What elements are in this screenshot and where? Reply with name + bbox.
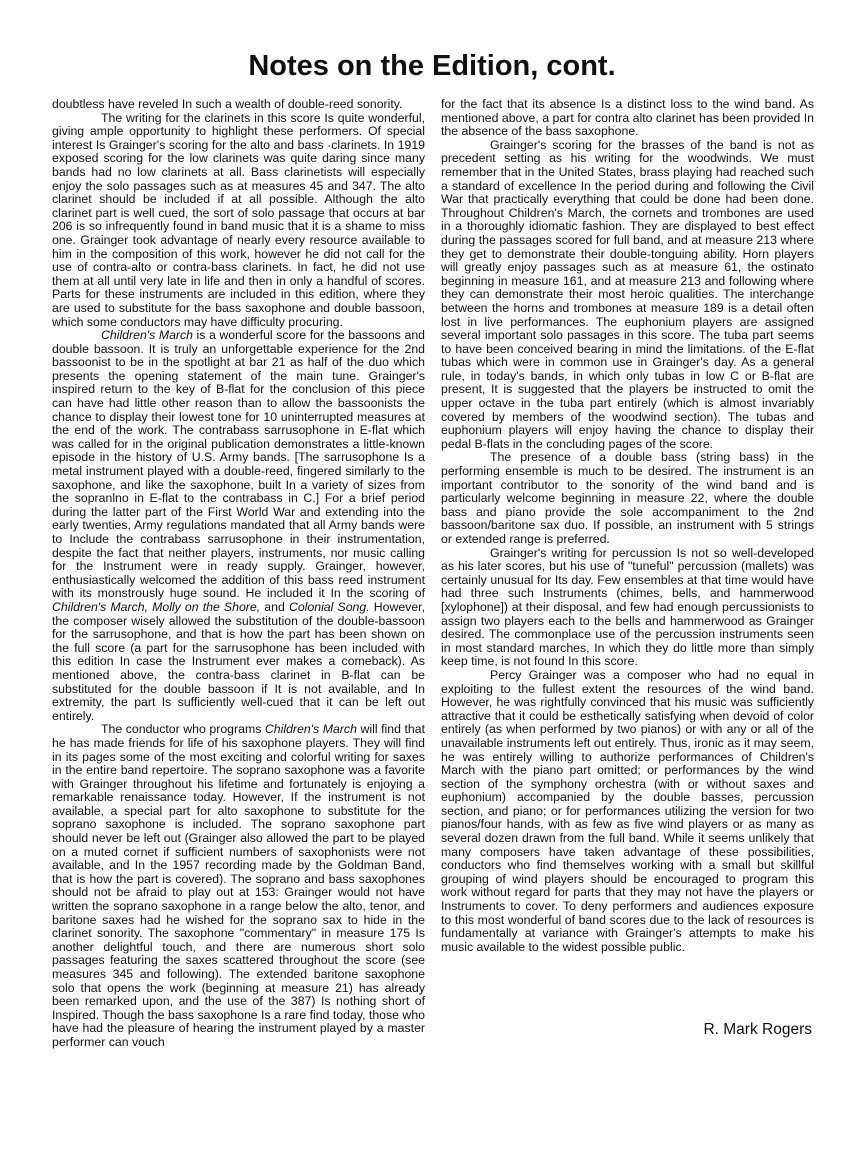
left-column (52, 98, 425, 1050)
right-paragraph-5: Percy Grainger was a composer who had no equal in exploiting to the fullest extent the resources of the wind band. However, he was rightfully convinced that his music was sufficiently attractive that it could be esthetically satisfying when devoid of color entirely (as when performed by two pianos) or with any or all of the unavailable instruments left out entirely. Thus, ironic as it may seem, he was entirely willing to authorize performances of Children's March with the piano part omitted; or performances by the wind section of the symphony orchestra (with or without saxes and euphonium) accompanied by the double basses, percussion section, and piano; or for performances utilizing the version for two pianos/four hands, with as few as five wind players or as many as several dozen drawn from the full band. While it seems unlikely that many composers have taken advantage of these possibilities, conductors who find themselves working with a small but skillful grouping of wind players should be encouraged to program this work without regard for parts that they may not have the players or Instruments to cover. To deny performers and audiences exposure to this most wonderful of band scores due to the lack of resources is fundamentally at variance with Grainger's attempts to make his music available to the widest possible public. (441, 667, 814, 954)
title-emphasis: Children's March (264, 722, 357, 737)
paragraph-text: will find that he has made friends for life of his saxophone players. They will find in its pages some of the most exciting and colorful writing for saxes in the entire band repertoire. The soprano saxophone was a favorite with Grainger throughout his lifetime and fortunately is enjoying a remarkable renaissance today. However, If the instrument is not available, a special part for alto saxophone to substitute for the soprano saxophone is included. The soprano saxophone part should never be left out (Grainger also allowed the part to be played on a muted cornet if sufficient numbers of saxophonists were not available, and In the 1957 recording made by the Goldman Band, that is how the part is covered). The soprano and bass saxophones should not be afraid to play out at 153: Grainger would not have written the soprano saxophone in a range below the alto, tenor, and baritone saxes had he wished for the soprano sax to hide in the clarinet sonority. The saxophone "commentary" in measure 175 Is another delightful touch, and there are numerous short solo passages featuring the saxes scattered throughout the score (see measures 345 and following). The extended baritone saxophone solo that opens the work (beginning at measure 21) has already been remarked upon, and the use of the 387) Is nothing short of Inspired. Though the bass saxophone Is a rare find today, those who have had the pleasure of hearing the instrument played by a master performer can vouch (52, 722, 425, 1049)
page-title: Notes on the Edition, cont. (248, 50, 616, 82)
right-column (441, 98, 814, 954)
title-emphasis: Colonial Song. (288, 599, 370, 614)
right-paragraph-1: for the fact that its absence Is a distinct loss to the wind band. As mentioned above, a part for contra alto clarinet has been provided In the absence of the bass saxophone. (441, 97, 814, 139)
left-paragraph-1: doubtless have reveled In such a wealth of double-reed sonority. (52, 97, 403, 111)
right-paragraph-3: The presence of a double bass (string bass) in the performing ensemble is much to be desired. The instrument is an important contributor to the sonority of the wind band and is particularly welcome beginning in measure 22, where the double bass and piano provide the sole accompaniment to the 2nd bassoon/baritone sax duo. If possible, an instrument with 5 strings or extended range is preferred. (441, 450, 814, 546)
paragraph-text: However, the composer wisely allowed the substitution of the double-bassoon for the sarrusophone, and that is how the part has been shown on the full score (a part for the sarrusophone has been included with this edition In case the Instrument ever makes a comeback). As mentioned above, the contra-bass clarinet in B-flat can be substituted for the double bassoon if It is not available, and In extremity, the part Is sufficiently well-cued that it can be left out entirely. (52, 599, 426, 723)
paragraph-text: The conductor who programs (101, 722, 265, 737)
right-paragraph-2: Grainger's scoring for the brasses of the band is not as precedent setting as his writing for the woodwinds. We must remember that in the United States, brass playing had reached such a standard of excellence In the period during and following the Civil War that practically everything that could be done had been done. Throughout Children's March, the cornets and trombones are used in a thoroughly idiomatic fashion. They are displayed to best effect during the passages scored for full band, and at measure 213 where they get to demonstrate their double-tonguing ability. Horn players will greatly enjoy passages such as at measure 61, the ostinato beginning in measure 161, and at measure 213 and following where they can demonstrate their most heroic qualities. The interchange between the horns and trombones at measure 189 is a detail often lost in live performances. The euphonium players are assigned several important solo passages in this score. The tuba part seems to have been conceived bearing in mind the limitations. of the E-flat tubas which were in common use in Grainger's day. As a general rule, in today's bands, in which only tubas in low C or B-flat are present, It is suggested that the players be instructed to omit the upper octave in the tuba part entirely (which is almost invariably covered by members of the woodwind section). The tubas and euphonium players will enjoy having the chance to display their pedal B-flats in the concluding pages of the score. (441, 137, 814, 451)
author-signature: R. Mark Rogers (703, 1021, 812, 1038)
paragraph-text: is a wonderful score for the bassoons and double bassoon. It is truly an unforgettable experience for the 2nd bassoonist to be in the spotlight at bar 21 as half of the duo which presents the opening statement of the main tune. Grainger's inspired return to the key of B-flat for the conclusion of this piece can have had little other reason than to allow the bassoonists the chance to display their lowest tone for 10 uninterrupted measures at the end of the work. The contrabass sarrusophone in E-flat which was called for in the original publication demonstrates a little-known episode in the history of U.S. Army bands. [The sarrusophone Is a metal instrument played with a double-reed, fingered similarly to the saxophone, and like the saxophone, built In a variety of sizes from the sopranlno in E-flat to the contrabass in C.] For a brief period during the latter part of the First World War and extending into the early twenties, Army regulations mandated that all Army bands were to Include the contrabass sarrusophone in their instrumentation, despite the fact that neither players, instruments, nor music calling for the Instrument were in ready supply. Grainger, however, enthusiastically welcomed the addition of this bass reed instrument with its monstrously huge sound. He included it In the scoring of (52, 328, 425, 601)
paragraph-text: and (260, 599, 289, 614)
title-emphasis: Children's March, Molly on the Shore, (52, 599, 261, 614)
left-paragraph-4 (52, 723, 425, 1049)
left-paragraph-2: The writing for the clarinets in this score Is quite wonderful, giving ample opportunity to highlight these performers. Of special interest Is Grainger's scoring for the alto and bass ·clarinets. In 1919 exposed scoring for the low clarinets was quite daring since many bands had no low clarinets at all. Bass clarinetists will especially enjoy the solo passages such as at measures 45 and 347. The alto clarinet should be included if at all possible. Although the alto clarinet part is well cued, the sort of solo passage that occurs at bar 206 is so infrequently found in band music that it is a shame to miss one. Grainger took advantage of nearly every resource available to him in the composition of this work, however he did not call for the use of contra-alto or contra-bass clarinets. In fact, he did not use them at all until very late in life and then in only a handful of scores. Parts for these instruments are included in this edition, where they are used to substitute for the bass saxophone and double bassoon, which some conductors may have difficulty procuring. (52, 110, 425, 329)
right-paragraph-4: Grainger's writing for percussion Is not so well-developed as his later scores, but his use of "tuneful" percussion (mallets) was certainly unusual for Its day. Few ensembles at that time would have had three such Instruments (chimes, bells, and hammerwood [xylophone]) at their disposal, and few had enough percussionists to assign two players each to the bells and hammerwood as Grainger desired. The commonplace use of the percussion instruments seen in most standard marches, In which they do little more than simply keep time, is not found In this score. (441, 545, 814, 669)
left-paragraph-3 (52, 329, 425, 723)
title-emphasis: Children's March (101, 328, 193, 343)
